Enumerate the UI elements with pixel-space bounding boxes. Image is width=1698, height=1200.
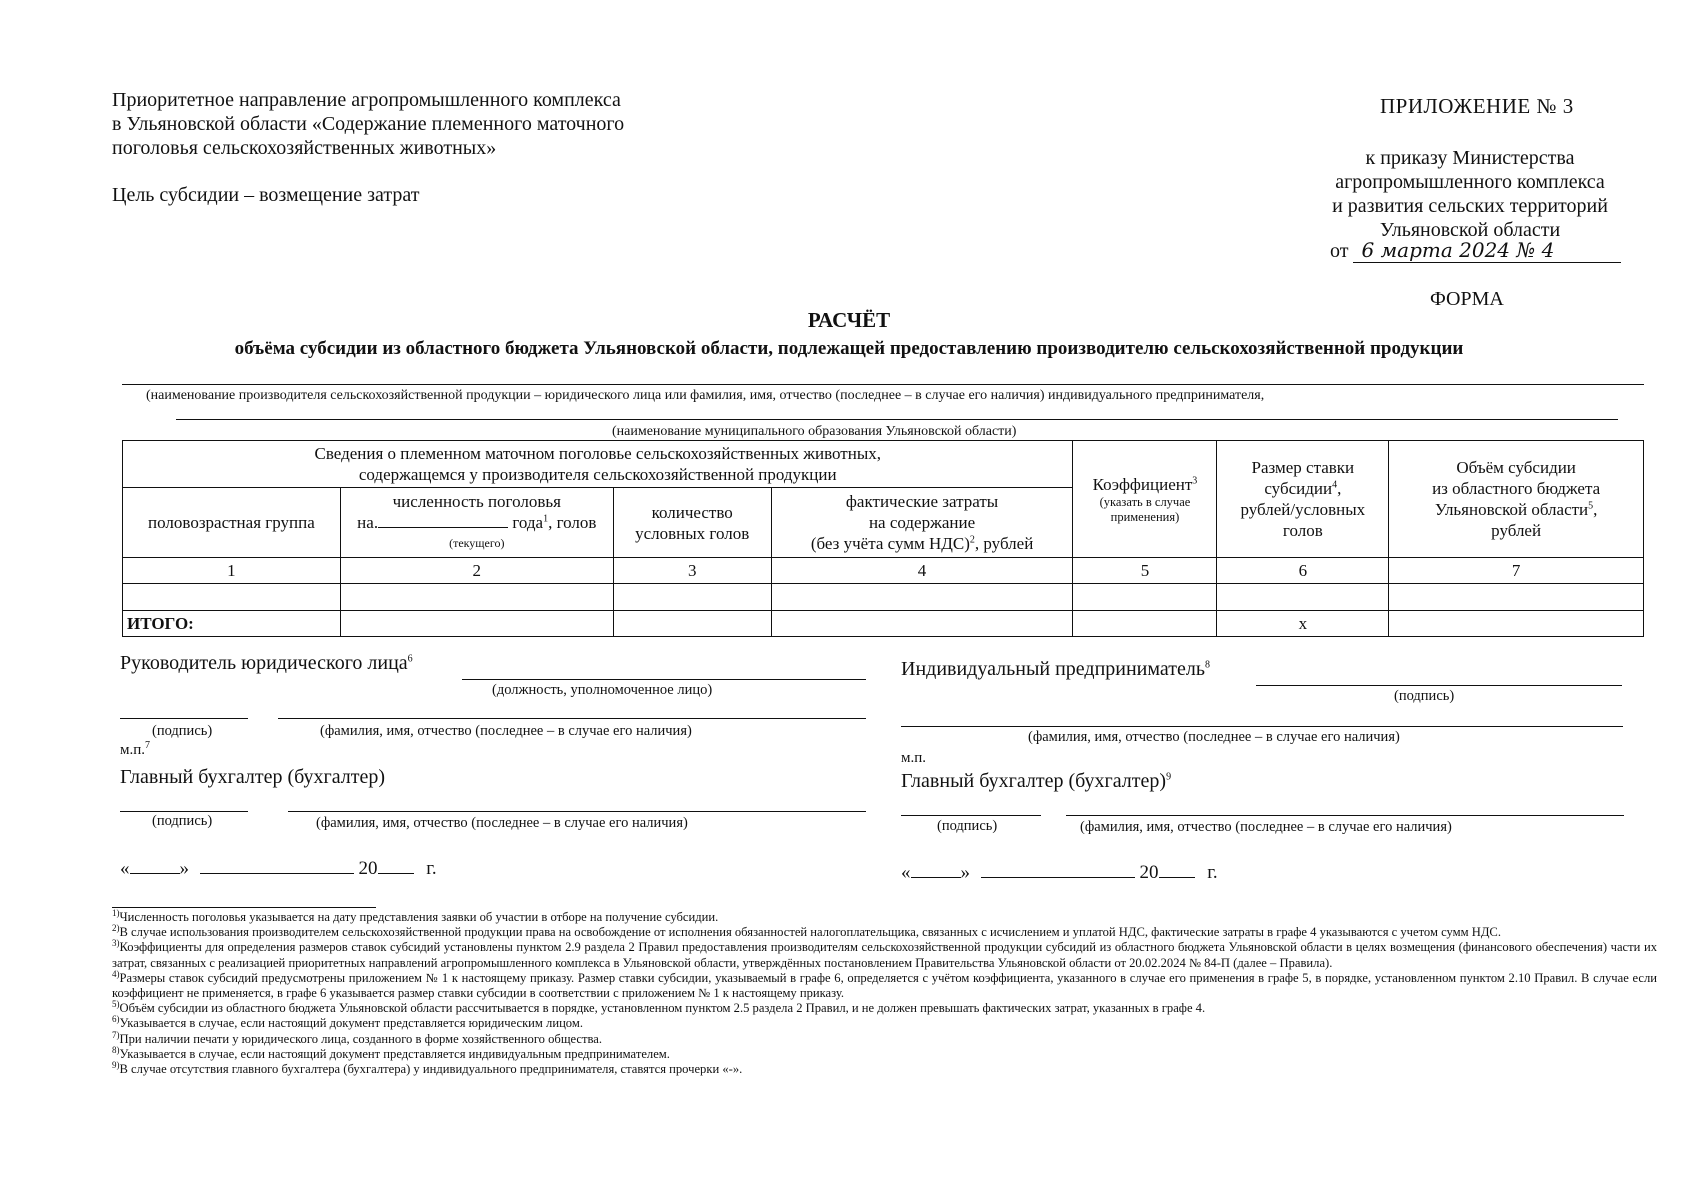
headcount-year: года (512, 513, 544, 532)
acc-name-caption: (фамилия, имя, отчество (последнее – в случае его наличия) (316, 815, 688, 831)
ip-label: Индивидуальный предприниматель (901, 658, 1205, 680)
priority-line-3: поголовья сельскохозяйственных животных» (112, 137, 497, 159)
order-reference (1300, 146, 1640, 242)
cell-empty[interactable] (1073, 584, 1217, 611)
date-close: » (179, 858, 189, 879)
footnotes (112, 907, 1657, 1077)
appendix-number: ПРИЛОЖЕНИЕ № 3 (1380, 94, 1574, 118)
cell-empty[interactable] (123, 584, 341, 611)
year-blank[interactable] (378, 873, 414, 874)
handwritten-date: 6 марта 2024 № 4 (1353, 238, 1621, 263)
livestock-group-header (123, 441, 1073, 488)
actual-costs-header (771, 488, 1073, 558)
coefficient-header (1073, 441, 1217, 558)
footnote-6: $^{6)}$Указывается в случае, если настоящий документ представляется юридическим лицом. (112, 1014, 583, 1031)
volume-line-3: Ульяновской области (1434, 500, 1589, 519)
costs-unit: , рублей (974, 534, 1034, 553)
cell-empty[interactable] (1389, 584, 1644, 611)
year-prefix: 20 (358, 858, 378, 879)
footnote-7: $^{7)}$При наличии печати у юридического лица, созданного в форме хозяйственного общества. (112, 1029, 603, 1046)
coefficient-mark: 3 (1192, 474, 1198, 486)
col-number-1: 1 (123, 558, 341, 584)
footnote-5: $^{5)}$Объём субсидии из областного бюджета Ульяновской области рассчитывается в порядке, установленном пунктом 2.5 раздела 2 Правил, и не должен превышать фактических затрат, указанных в графе 4. (112, 999, 1206, 1016)
municipality-caption: (наименование муниципального образования Ульяновской области) (612, 424, 1017, 439)
total-row (123, 611, 1644, 637)
coefficient-note: (указать в случае применения) (1099, 494, 1191, 524)
ip-mark: 8 (1204, 659, 1210, 671)
ip-signature-caption: (подпись) (1394, 688, 1455, 704)
ip-accountant-block (901, 770, 1171, 793)
footnote-1: $^{1)}$Численность поголовья указывается на дату представления заявки об участии в отборе на получение субсидии. (112, 907, 719, 924)
headcount-mark: 1 (543, 513, 549, 525)
cell-empty[interactable] (340, 584, 613, 611)
costs-line-2: на содержание (868, 513, 976, 532)
rate-header: Размер ставки субсидии$^4$, рублей/условных голов (1217, 441, 1389, 558)
conditional-heads-header: количество условных голов (613, 488, 771, 558)
costs-mark: 2 (969, 534, 975, 546)
ip-signature-line (1256, 685, 1622, 686)
year-suffix: г. (426, 858, 437, 879)
stamp-label: м.п. (120, 742, 146, 758)
ip-acc-name-caption: (фамилия, имя, отчество (последнее – в случае его наличия) (1080, 819, 1452, 835)
head-label: Руководитель юридического лица (120, 652, 408, 674)
rate-mark: 4 (1332, 479, 1338, 491)
producer-name-line (122, 384, 1644, 385)
ip-accountant-mark: 9 (1166, 771, 1172, 783)
rate-line-3: рублей/условных голов (1240, 500, 1366, 540)
footnote-9: $^{9)}$В случае отсутствия главного бухгалтера (бухгалтера) у индивидуального предпринимателя, ставятся прочерки «-». (112, 1059, 743, 1077)
total-rate-x: x (1217, 611, 1389, 637)
priority-line-2: в Ульяновской области «Содержание племенного маточного (112, 113, 625, 135)
position-caption: (должность, уполномоченное лицо) (492, 682, 713, 698)
cell-empty[interactable] (1073, 611, 1217, 637)
stamp-block (120, 742, 150, 759)
col-number-4: 4 (771, 558, 1073, 584)
rate-line-1: Размер ставки (1251, 458, 1355, 477)
date-field (120, 858, 437, 880)
subsidy-volume-header: Объём субсидии из областного бюджета Ульяновской области$^5$, рублей (1389, 441, 1644, 558)
acc-signature-line (120, 811, 248, 812)
stamp-mark: 7 (145, 740, 151, 751)
cell-empty[interactable] (613, 611, 771, 637)
priority-direction-block (112, 88, 732, 160)
ip-date-close: » (960, 862, 970, 883)
cell-empty[interactable] (340, 611, 613, 637)
cell-empty[interactable] (1389, 611, 1644, 637)
cell-empty[interactable] (771, 611, 1073, 637)
order-date-prefix: от (1330, 240, 1349, 262)
col-number-6: 6 (1217, 558, 1389, 584)
ip-stamp: м.п. (901, 750, 927, 766)
document-subtitle: объёма субсидии из областного бюджета Ульяновской области, подлежащей предоставлению производителю сельскохозяйственной продукции (234, 338, 1464, 359)
ip-name-caption: (фамилия, имя, отчество (последнее – в случае его наличия) (1028, 729, 1400, 745)
coefficient-title: Коэффициент (1092, 474, 1193, 494)
ip-acc-name-line (1066, 815, 1624, 816)
col-number-2: 2 (340, 558, 613, 584)
volume-line-4: рублей (1491, 521, 1542, 540)
col-number-5: 5 (1073, 558, 1217, 584)
ip-date-field (901, 862, 1218, 884)
headcount-line-1: численность поголовья (392, 492, 561, 511)
order-date (1330, 238, 1621, 263)
name-line (278, 718, 866, 719)
position-line (462, 679, 866, 680)
volume-line-2: из областного бюджета (1432, 479, 1601, 498)
total-label: ИТОГО: (123, 611, 341, 637)
signature-line (120, 718, 248, 719)
footnote-2: $^{2)}$В случае использования производителем сельскохозяйственной продукции права на освобождение от исполнения обязанностей налогоплательщика, связанных с исчислением и уплатой НДС, фактические затраты в графе 4 указываются с учетом сумм НДС. (112, 923, 1501, 940)
rate-line-2: субсидии (1264, 479, 1333, 498)
headcount-unit: , голов (548, 513, 597, 532)
age-group-header: половозрастная группа (123, 488, 341, 558)
ip-date-open: « (901, 862, 911, 883)
order-line-1: к приказу Министерства (1365, 147, 1575, 169)
head-label-block (120, 652, 413, 675)
footnote-3: $^{3)}$Коэффициенты для определения размеров ставок субсидий установлены пунктом 2.9 раздела 2 Правил предоставления производителям сельскохозяйственной продукции субсидий из областного бюджета Ульяновской области в целях возмещения (финансового обеспечения) части их затрат, связанных с реализацией приоритетных направлений агропромышленного комплекса в Ульяновской области, утверждённых постановлением Правительства Ульяновской области от 20.02.2024 № 84-П (далее – Правила). (112, 938, 1657, 970)
group-header-line-2: содержащемся у производителя сельскохозяйственной продукции (358, 465, 837, 484)
group-header-line-1: Сведения о племенном маточном поголовье сельскохозяйственных животных, (314, 444, 881, 463)
name-caption: (фамилия, имя, отчество (последнее – в случае его наличия) (320, 723, 692, 739)
ip-label-block (901, 658, 1210, 681)
ip-year-prefix: 20 (1139, 862, 1159, 883)
month-blank[interactable] (200, 873, 354, 874)
ip-acc-signature-caption: (подпись) (937, 818, 998, 834)
col-number-3: 3 (613, 558, 771, 584)
acc-signature-caption: (подпись) (152, 813, 213, 829)
priority-line-1: Приоритетное направление агропромышленного комплекса (112, 89, 621, 111)
subsidy-calculation-table (122, 440, 1644, 637)
cell-empty[interactable] (613, 584, 771, 611)
column-numbers-row (123, 558, 1644, 584)
ip-name-line (901, 726, 1623, 727)
cell-empty[interactable] (1217, 584, 1389, 611)
table-row (123, 584, 1644, 611)
footnote-separator (112, 907, 376, 908)
form-label: ФОРМА (1430, 288, 1504, 310)
footnote-8: $^{8)}$Указывается в случае, если настоящий документ представляется индивидуальным предпринимателем. (112, 1044, 670, 1061)
order-line-4: Ульяновской области (1379, 219, 1561, 241)
ip-acc-signature-line (901, 815, 1041, 816)
ip-year-suffix: г. (1207, 862, 1218, 883)
headcount-prefix: на (357, 513, 374, 532)
document-title: РАСЧЁТ (807, 308, 891, 332)
volume-line-1: Объём субсидии (1456, 458, 1576, 477)
footnote-4: $^{4)}$Размеры ставок субсидий предусмотрены приложением № 1 к настоящему приказу. Размер ставки субсидии, указываемый в графе 6, определяется с учётом коэффициента, указанного в случае его применения в графе 5, в порядке, установленном пунктом 2.10 Правил. В случае если коэффициент не применяется, в графе 6 указывается размер ставки субсидии в соответствии с приложением № 1 к настоящему приказу. (112, 968, 1657, 1001)
headcount-header: численность поголовья на. года$^1$, голов (текущего) (340, 488, 613, 558)
ip-day-blank[interactable] (911, 877, 961, 878)
ip-year-blank[interactable] (1159, 877, 1195, 878)
accountant-label: Главный бухгалтер (бухгалтер) (120, 766, 386, 788)
cell-empty[interactable] (771, 584, 1073, 611)
municipality-line (176, 419, 1618, 420)
day-blank[interactable] (130, 873, 180, 874)
subsidy-goal: Цель субсидии – возмещение затрат (112, 184, 420, 206)
order-line-3: и развития сельских территорий (1332, 195, 1608, 217)
volume-mark: 5 (1588, 500, 1594, 512)
costs-line-1: фактические затраты (845, 492, 999, 511)
costs-line-3: (без учёта сумм НДС) (810, 534, 970, 553)
ip-accountant-label: Главный бухгалтер (бухгалтер) (901, 770, 1167, 792)
order-line-2: агропромышленного комплекса (1335, 171, 1605, 193)
col-number-7: 7 (1389, 558, 1644, 584)
head-mark: 6 (407, 653, 413, 665)
headcount-current: (текущего) (449, 536, 505, 550)
signature-caption: (подпись) (152, 723, 213, 739)
producer-caption: (наименование производителя сельскохозяйственной продукции – юридического лица или фамилия, имя, отчество (последнее – в случае его наличия) индивидуального предпринимателя, (146, 388, 1265, 403)
date-open: « (120, 858, 130, 879)
ip-month-blank[interactable] (981, 877, 1135, 878)
acc-name-line (288, 811, 866, 812)
